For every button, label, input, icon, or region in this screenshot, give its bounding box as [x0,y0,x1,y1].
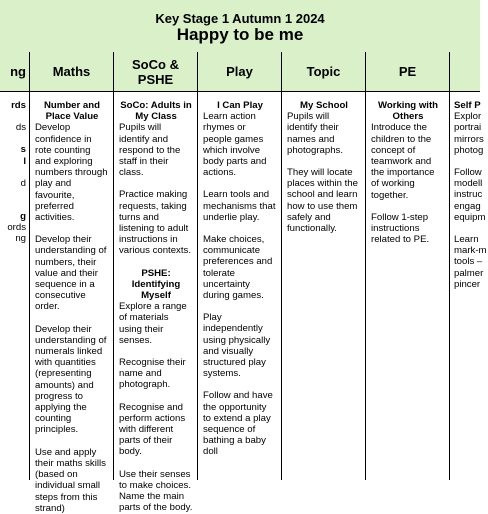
left-edge-line: ng [15,233,26,245]
soco-paragraph: Pupils will identify and respond to the staff in their class. [119,122,181,179]
column-play-header [198,52,281,92]
column-play-title: Play [226,64,253,79]
play-paragraph: Follow and have the opportunity to extend a play sequence of bathing a baby doll [203,390,273,458]
soco-paragraph: Practice making requests, taking turns and listening to adult instructions in various contexts. [119,189,191,257]
column-maths [30,52,114,514]
left-edge-line: ords [7,222,26,234]
left-edge-line: d [20,177,26,189]
pe-heading: Working with Others [377,100,439,123]
soco-heading: SoCo: Adults in My Class [120,100,192,123]
left-edge-line: g [20,211,26,223]
column-pe [366,52,450,480]
play-paragraph: Make choices, communicate preferences and tolerate uncertainty during games. [203,234,273,302]
document-subtitle: Key Stage 1 Autumn 1 2024 [155,11,325,26]
maths-paragraph: Develop confidence in rote counting and exploring numbers through play and favourite, preferred activities. [35,122,108,224]
column-right-edge-header [450,52,480,92]
play-paragraph: Play independently using physically and visually structured play systems. [203,312,271,380]
pe-paragraph: Follow 1-step instructions related to PE. [371,211,430,246]
pshe-heading: PSHE: Identifying Myself [131,267,181,302]
column-left-edge [0,52,30,480]
left-edge-line: s [20,144,26,156]
column-maths-body [30,92,113,514]
right-edge-paragraph: Follow modell instruc engag equipm [454,167,486,223]
column-pe-body [366,92,449,245]
column-left-edge-body [0,92,29,245]
column-left-edge-header [0,52,29,92]
pshe-paragraph: Explore a range of materials using their senses. [119,301,187,346]
left-edge-line: ds [15,122,26,134]
topic-heading: My School [300,100,348,111]
column-topic [282,52,366,480]
column-soco-header [114,52,197,92]
topic-paragraph: Pupils will identify their names and photographs. [287,111,344,156]
maths-paragraph: Develop their understanding of numerals linked with quantities (representing amounts) and progress to applying the counting principles. [35,323,107,436]
column-maths-title: Maths [52,64,91,79]
column-play-body [198,92,281,458]
column-pe-title: PE [398,64,417,79]
column-play [198,52,282,480]
column-topic-header [282,52,365,92]
column-right-edge-body [450,92,488,290]
pshe-paragraph: Use their senses to make choices. Name the main parts of the body. [119,468,193,514]
left-edge-line: l [23,155,26,167]
maths-heading: Number and Place Value [44,100,100,123]
column-topic-body [282,92,365,234]
left-edge-line: rds [11,100,26,111]
document-title: Happy to be me [176,25,304,44]
column-pe-header [366,52,449,92]
right-edge-heading: Self P [454,100,481,111]
right-edge-paragraph: Learn mark-m tools – palmer pincer [454,234,487,290]
pe-paragraph: Introduce the children to the concept of teamwork and the importance of working together. [371,122,435,201]
column-left-edge-title: ng [10,64,26,79]
pshe-paragraph: Recognise their name and photograph. [119,357,186,391]
column-soco-title: SoCo & PSHE [132,56,179,87]
maths-paragraph: Develop their understanding of numbers, their value and their sequence in a consecutive order. [35,234,107,313]
column-soco-pshe [114,52,198,514]
column-soco-body [114,92,197,514]
play-paragraph: Learn tools and mechanisms that underlie play. [203,189,276,223]
topic-paragraph: They will locate places within the school and learn how to use them safely and functionally. [287,167,358,235]
play-paragraph: Learn action rhymes or people games which involve body parts and actions. [203,111,267,179]
maths-paragraph: Use and apply their maths skills (based on individual small steps from this strand) [35,446,106,514]
column-right-edge [450,52,487,480]
column-topic-title: Topic [306,64,341,79]
pshe-paragraph: Recognise and perform actions with different parts of their body. [119,401,186,458]
column-maths-header [30,52,113,92]
right-edge-paragraph: Explor portrai mirrors photog [454,111,484,156]
play-heading: I Can Play [217,100,263,111]
document-header [0,0,480,53]
